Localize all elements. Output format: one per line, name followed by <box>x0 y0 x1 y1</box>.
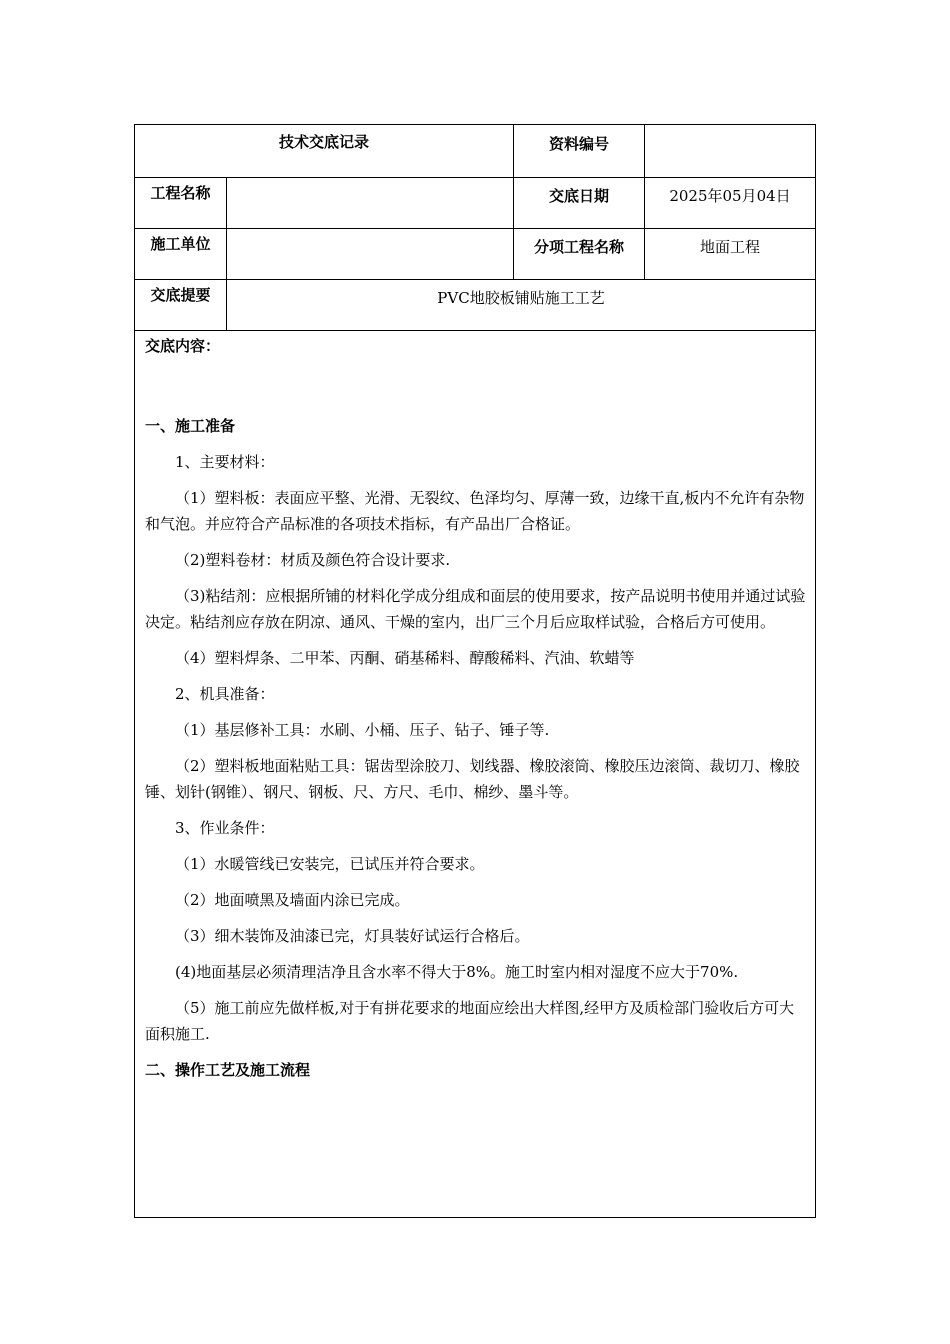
content-label: 交底内容： <box>145 337 221 355</box>
date-value: 2025年05月04日 <box>669 187 791 205</box>
paragraph: （3）细木装饰及油漆已完，灯具装好试运行合格后。 <box>175 927 530 945</box>
paragraph: （2）地面喷黑及墙面内涂已完成。 <box>175 891 410 909</box>
subsection-heading: 3、作业条件： <box>175 819 275 837</box>
subitem-label: 分项工程名称 <box>533 238 624 256</box>
paragraph: （4）塑料焊条、二甲苯、丙酮、硝基稀料、醇酸稀料、汽油、软蜡等 <box>175 649 635 667</box>
disclosure-content <box>145 333 807 1083</box>
paragraph: （3)粘结剂：应根据所铺的材料化学成分组成和面层的使用要求，按产品说明书使用并通过试验决定。粘结剂应存放在阴凉、通风、干燥的室内，出厂三个月后应取样试验，合格后方可使用。 <box>145 587 806 631</box>
subsection-heading: 1、主要材料： <box>175 453 275 471</box>
project-name-label: 工程名称 <box>150 184 211 202</box>
disclosure-record-form <box>134 124 816 1218</box>
row-divider <box>135 279 815 280</box>
summary-label: 交底提要 <box>150 286 211 304</box>
paragraph: （2)塑料卷材：材质及颜色符合设计要求. <box>175 551 451 569</box>
paragraph: （2）塑料板地面粘贴工具：锯齿型涂胶刀、划线器、橡胶滚筒、橡胶压边滚筒、裁切刀、橡胶锤、划针(钢锥）、钢尺、钢板、尺、方尺、毛巾、棉纱、墨斗等。 <box>145 757 800 801</box>
row-divider <box>135 228 815 229</box>
summary-value: PVC地胶板铺贴施工工艺 <box>437 289 605 307</box>
section-heading: 二、操作工艺及施工流程 <box>145 1061 311 1079</box>
date-label: 交底日期 <box>548 187 609 205</box>
subitem-value: 地面工程 <box>699 238 760 256</box>
doc-number-label: 资料编号 <box>548 135 609 153</box>
contractor-label: 施工单位 <box>150 235 211 253</box>
record-title: 技术交底记录 <box>278 133 369 151</box>
paragraph: （1）基层修补工具：水刷、小桶、压子、钻子、锤子等. <box>175 721 550 739</box>
paragraph: （1）水暖管线已安装完，已试压并符合要求。 <box>175 855 485 873</box>
paragraph: （5）施工前应先做样板,对于有拼花要求的地面应绘出大样图,经甲方及质检部门验收后方可大面积施工. <box>145 999 795 1043</box>
row-divider <box>135 177 815 178</box>
row-divider <box>135 330 815 331</box>
subsection-heading: 2、机具准备： <box>175 685 275 703</box>
paragraph: (4)地面基层必须清理洁净且含水率不得大于8%。施工时室内相对湿度不应大于70%. <box>175 963 739 981</box>
section-heading: 一、施工准备 <box>145 417 236 435</box>
paragraph: （1）塑料板：表面应平整、光滑、无裂纹、色泽均匀、厚薄一致，边缘干直,板内不允许有杂物和气泡。并应符合产品标准的各项技术指标，有产品出厂合格证。 <box>145 489 805 533</box>
